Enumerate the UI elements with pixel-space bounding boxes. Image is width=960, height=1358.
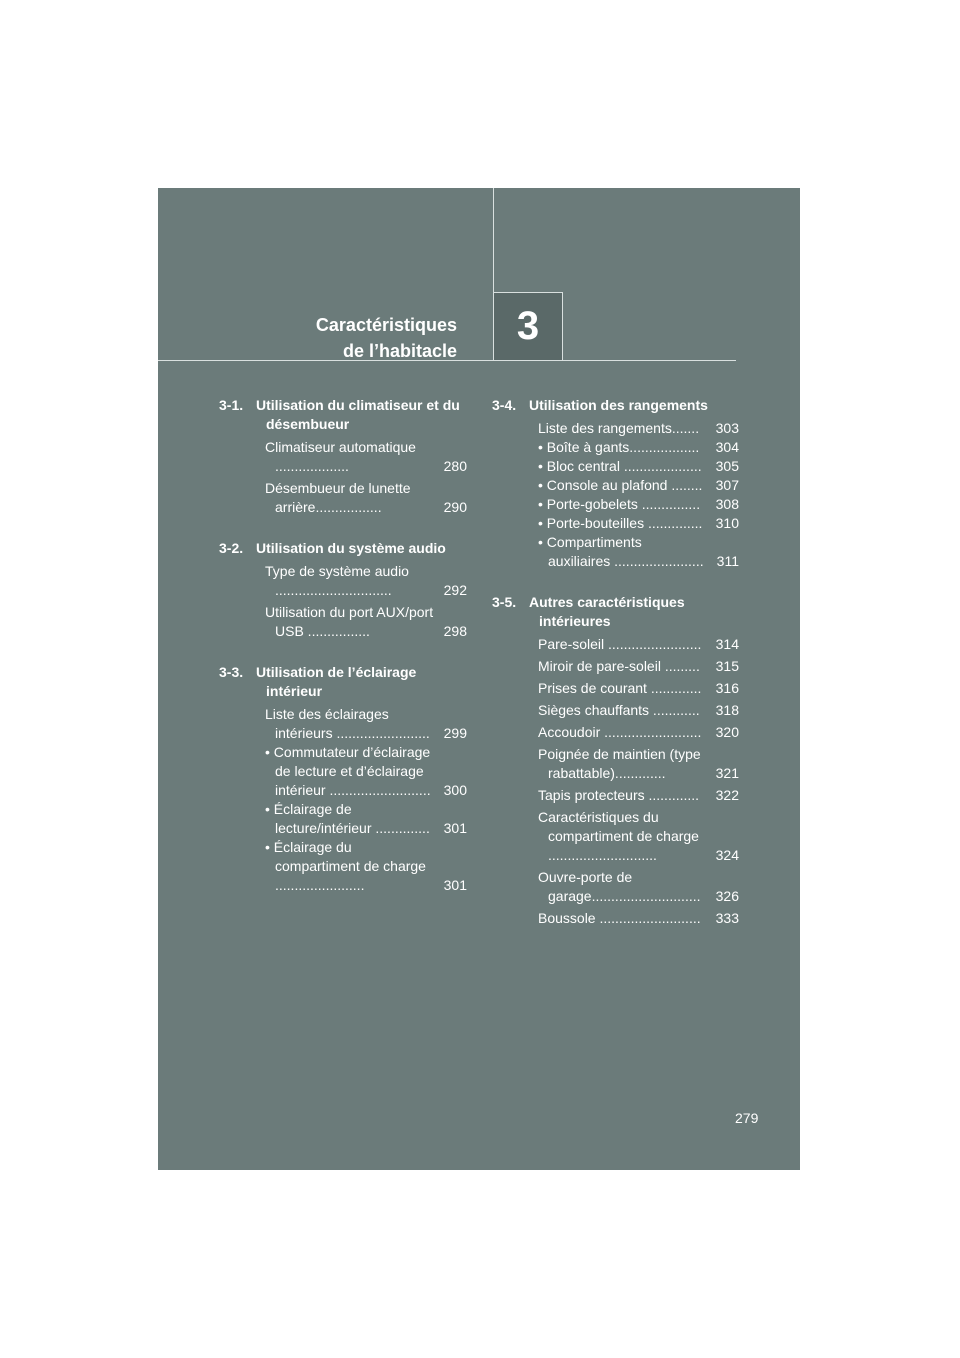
- toc-entry[interactable]: [219, 705, 467, 743]
- divider-vertical: [493, 188, 494, 292]
- toc-entry-text: Sièges chauffants ............: [538, 702, 700, 718]
- toc-section: [492, 396, 739, 571]
- toc-entry[interactable]: [219, 743, 467, 800]
- toc-entry-page: 305: [715, 458, 739, 474]
- toc-entry-text: Liste des éclairages intérieurs ........................: [265, 706, 430, 741]
- toc-entry-text: Ouvre-porte de garage............................: [538, 869, 701, 904]
- toc-entry[interactable]: [492, 476, 739, 495]
- toc-entry[interactable]: [492, 679, 739, 698]
- toc-entry-text: Accoudoir .........................: [538, 724, 702, 740]
- toc-section: [219, 396, 467, 517]
- chapter-number: 3: [516, 304, 540, 348]
- toc-entry[interactable]: [219, 800, 467, 838]
- toc-entry-text: Pare-soleil ........................: [538, 636, 702, 652]
- section-title: Utilisation du climatiseur et du désembueur: [256, 397, 460, 432]
- toc-entry-page: 301: [443, 877, 467, 893]
- toc-entry[interactable]: [492, 438, 739, 457]
- toc-entry-text: Climatiseur automatique ...................: [265, 439, 416, 474]
- toc-entry[interactable]: [492, 495, 739, 514]
- toc-entry-page: 316: [715, 680, 739, 696]
- toc-entry[interactable]: [219, 838, 467, 895]
- toc-entry-text: • Éclairage du compartiment de charge .......................: [265, 839, 426, 893]
- section-number: 3-5.: [492, 594, 517, 610]
- toc-entry-page: 308: [715, 496, 739, 512]
- toc-entry[interactable]: [219, 479, 467, 517]
- toc-entry-page: 304: [715, 439, 739, 455]
- toc-entry-page: 310: [715, 515, 739, 531]
- toc-entry-page: 292: [443, 582, 467, 598]
- toc-left-column: [219, 396, 467, 917]
- section-title: Utilisation de l’éclairage intérieur: [256, 664, 417, 699]
- section-number: 3-4.: [492, 397, 517, 413]
- toc-entry-text: • Porte-bouteilles ..............: [538, 515, 703, 531]
- section-heading: [492, 593, 739, 631]
- toc-entry-text: Caractéristiques du compartiment de charge ............................: [538, 809, 699, 863]
- toc-entry[interactable]: [492, 457, 739, 476]
- toc-entry[interactable]: [492, 868, 739, 906]
- toc-entry-text: Type de système audio ..............................: [265, 563, 409, 598]
- toc-entry-page: 324: [715, 847, 739, 863]
- toc-entry-page: 299: [443, 725, 467, 741]
- toc-entry-text: Boussole ..........................: [538, 910, 701, 926]
- toc-entry[interactable]: [492, 657, 739, 676]
- toc-entry[interactable]: [492, 635, 739, 654]
- toc-entry[interactable]: [492, 808, 739, 865]
- toc-right-column: [492, 396, 739, 950]
- chapter-title-line2: de l’habitacle: [342, 341, 457, 361]
- section-heading: [219, 396, 467, 434]
- toc-entry-page: 301: [443, 820, 467, 836]
- section-number: 3-1.: [219, 397, 244, 413]
- section-heading: [219, 539, 467, 558]
- chapter-number-box: [493, 292, 563, 360]
- toc-entry-page: 321: [715, 765, 739, 781]
- toc-entry[interactable]: [492, 723, 739, 742]
- toc-entry-text: • Éclairage de lecture/intérieur ..............: [265, 801, 430, 836]
- toc-entry-text: • Commutateur d’éclairage de lecture et d’éclairage intérieur ..........................: [265, 744, 431, 798]
- toc-entry-text: • Console au plafond ........: [538, 477, 703, 493]
- toc-section: [219, 663, 467, 895]
- toc-entry-page: 326: [715, 888, 739, 904]
- toc-entry[interactable]: [492, 419, 739, 438]
- toc-entry-page: 322: [715, 787, 739, 803]
- toc-entry[interactable]: [492, 533, 739, 571]
- toc-entry-page: 314: [715, 636, 739, 652]
- section-title: Autres caractéristiques intérieures: [529, 594, 685, 629]
- toc-entry-text: Tapis protecteurs .............: [538, 787, 700, 803]
- page-number: 279: [735, 1110, 759, 1126]
- toc-entry-text: Miroir de pare-soleil .........: [538, 658, 700, 674]
- toc-section: [219, 539, 467, 641]
- section-number: 3-3.: [219, 664, 244, 680]
- toc-entry[interactable]: [492, 514, 739, 533]
- toc-entry-text: Utilisation du port AUX/port USB ................: [265, 604, 434, 639]
- section-title: Utilisation du système audio: [256, 540, 446, 556]
- toc-entry-page: 307: [715, 477, 739, 493]
- section-heading: [492, 396, 739, 415]
- toc-entry-page: 303: [715, 420, 739, 436]
- toc-entry[interactable]: [492, 786, 739, 805]
- chapter-title: [316, 312, 457, 364]
- toc-entry[interactable]: [492, 745, 739, 783]
- toc-entry-text: • Boîte à gants..................: [538, 439, 700, 455]
- chapter-title-line1: Caractéristiques: [315, 315, 457, 335]
- toc-entry-page: 311: [716, 553, 739, 569]
- toc-entry-text: Désembueur de lunette arrière.................: [265, 480, 411, 515]
- toc-entry-text: Prises de courant .............: [538, 680, 702, 696]
- section-heading: [219, 663, 467, 701]
- toc-entry-text: • Porte-gobelets ...............: [538, 496, 701, 512]
- section-number: 3-2.: [219, 540, 244, 556]
- toc-entry[interactable]: [219, 603, 467, 641]
- toc-section: [492, 593, 739, 928]
- toc-entry[interactable]: [492, 909, 739, 928]
- toc-entry-page: 333: [715, 910, 739, 926]
- toc-entry[interactable]: [492, 701, 739, 720]
- toc-entry-page: 315: [715, 658, 739, 674]
- toc-entry-page: 298: [443, 623, 467, 639]
- toc-entry-page: 318: [715, 702, 739, 718]
- toc-entry[interactable]: [219, 438, 467, 476]
- toc-entry-text: • Compartiments auxiliaires .......................: [538, 534, 704, 569]
- toc-entry-text: Poignée de maintien (type rabattable).............: [538, 746, 701, 781]
- toc-entry[interactable]: [219, 562, 467, 600]
- toc-entry-text: Liste des rangements.......: [538, 420, 700, 436]
- toc-entry-text: • Bloc central ....................: [538, 458, 702, 474]
- section-title: Utilisation des rangements: [529, 397, 708, 413]
- toc-entry-page: 280: [443, 458, 467, 474]
- toc-entry-page: 300: [443, 782, 467, 798]
- toc-entry-page: 320: [715, 724, 739, 740]
- toc-entry-page: 290: [443, 499, 467, 515]
